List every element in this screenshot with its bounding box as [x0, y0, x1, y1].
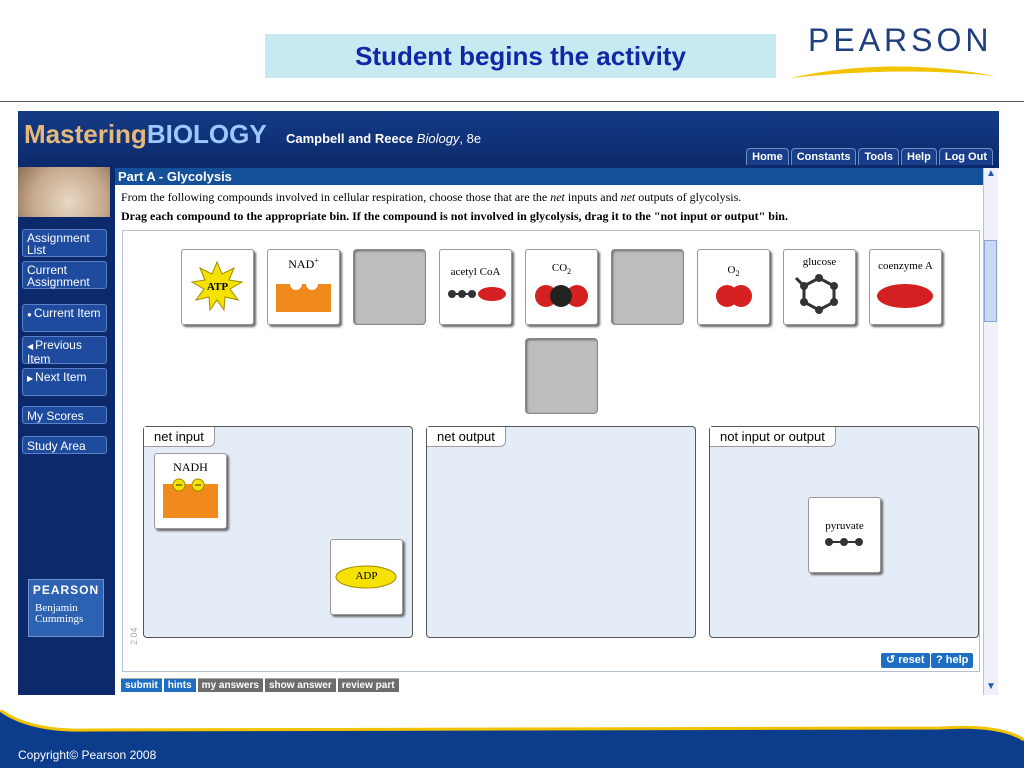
- acetyl-coa-molecule-icon: [440, 250, 511, 324]
- card-atp[interactable]: [181, 249, 254, 325]
- co2-subscript: 2: [567, 267, 572, 277]
- sidebar: [18, 217, 110, 695]
- sidebar-item-current-item[interactable]: [22, 304, 107, 332]
- content-scrollbar[interactable]: [983, 168, 998, 695]
- bin-net-input[interactable]: [143, 426, 413, 638]
- card-coenzyme-a-label: coenzyme A: [878, 260, 933, 272]
- sidebar-item-label: Next Item: [35, 370, 87, 384]
- card-nad-plus[interactable]: [267, 249, 340, 325]
- card-pyruvate[interactable]: [808, 497, 881, 573]
- brand-mastering: Mastering: [24, 119, 147, 149]
- instruction-em-2: net: [620, 190, 636, 204]
- instruction-post: outputs of glycolysis.: [635, 190, 742, 204]
- top-nav: [746, 148, 993, 165]
- sidebar-item-next-item[interactable]: [22, 368, 107, 396]
- scroll-thumb[interactable]: [984, 240, 997, 322]
- pearson-logo-text: PEARSON: [808, 22, 993, 58]
- instruction-text: [121, 190, 741, 205]
- badge-imprint-1: Benjamin: [35, 602, 78, 614]
- pearson-logo: [790, 18, 1000, 84]
- sidebar-item-label: Previous Item: [27, 338, 82, 366]
- nav-help[interactable]: Help: [901, 148, 937, 165]
- book-title: [286, 131, 481, 146]
- card-o2-label: [698, 264, 769, 278]
- content-area: [115, 168, 999, 695]
- bin-net-output[interactable]: [426, 426, 696, 638]
- co2-text: CO: [551, 262, 568, 274]
- card-glucose-label: glucose: [802, 256, 837, 268]
- card-pyruvate-label: pyruvate: [825, 520, 864, 532]
- app-header: [18, 111, 999, 167]
- card-atp-label: ATP: [206, 281, 229, 293]
- card-glucose[interactable]: [783, 249, 856, 325]
- reset-button[interactable]: [881, 653, 930, 668]
- bin-not-input-or-output[interactable]: [709, 426, 979, 638]
- help-icon: ?: [936, 654, 946, 666]
- slide-title: Student begins the activity: [265, 34, 776, 78]
- badge-publisher: PEARSON: [32, 583, 100, 597]
- answer-toolbar: [121, 678, 399, 692]
- sidebar-item-label: Assignment List: [27, 231, 90, 257]
- card-adp[interactable]: [330, 539, 403, 615]
- card-nadh-label: NADH: [173, 460, 208, 474]
- sidebar-item-my-scores[interactable]: [22, 406, 107, 424]
- mastering-biology-window: [18, 111, 999, 695]
- empty-slot[interactable]: [611, 249, 684, 325]
- my-answers-button[interactable]: my answers: [198, 678, 263, 692]
- empty-slot[interactable]: [525, 338, 598, 414]
- instruction-em-1: net: [550, 190, 565, 204]
- sidebar-item-study-area[interactable]: [22, 436, 107, 454]
- sidebar-item-label: My Scores: [27, 409, 84, 423]
- right-arrow-icon: ▶: [27, 374, 34, 383]
- o2-text: O: [727, 264, 736, 276]
- hints-button[interactable]: hints: [164, 678, 196, 692]
- nav-tools[interactable]: Tools: [858, 148, 899, 165]
- o2-molecule-icon: [698, 250, 769, 324]
- header-divider: [0, 101, 1024, 102]
- book-name: Biology: [416, 131, 460, 146]
- instruction-mid: inputs and: [564, 190, 621, 204]
- drag-drop-activity: [122, 230, 980, 672]
- help-label: help: [945, 654, 969, 666]
- submit-button[interactable]: submit: [121, 678, 162, 692]
- show-answer-button[interactable]: show answer: [265, 678, 336, 692]
- card-o2[interactable]: [697, 249, 770, 325]
- sidebar-item-label: Study Area: [27, 439, 86, 453]
- sidebar-item-label: Current Assignment: [27, 263, 90, 289]
- sidebar-item-assignment-list[interactable]: [22, 229, 107, 257]
- empty-slot[interactable]: [353, 249, 426, 325]
- nav-constants[interactable]: Constants: [791, 148, 857, 165]
- reset-label: reset: [898, 654, 925, 666]
- reset-icon: ↺: [886, 654, 899, 666]
- copyright-text: Copyright© Pearson 2008: [18, 748, 157, 762]
- nav-log-out[interactable]: Log Out: [939, 148, 993, 165]
- scroll-up-icon[interactable]: ▲: [986, 168, 996, 179]
- sidebar-hand-photo: [18, 167, 110, 217]
- book-authors: Campbell and Reece: [286, 131, 417, 146]
- nad-superscript: +: [314, 256, 319, 265]
- drag-instruction: Drag each compound to the appropriate bin. If the compound is not involved in glycolysis, drag it to the "not input or output" bin.: [121, 209, 788, 223]
- help-button[interactable]: [931, 653, 973, 668]
- o2-subscript: 2: [735, 269, 740, 279]
- pyruvate-molecule-icon: [809, 498, 880, 572]
- bin-net-output-label: net output: [427, 427, 506, 447]
- card-nad-label: [268, 256, 339, 272]
- sidebar-item-label: Current Item: [33, 306, 101, 320]
- version-number: 2.04: [129, 627, 139, 645]
- bin-net-input-label: net input: [144, 427, 215, 447]
- card-adp-label: ADP: [355, 570, 378, 582]
- card-coenzyme-a[interactable]: [869, 249, 942, 325]
- sidebar-item-previous-item[interactable]: [22, 336, 107, 364]
- scroll-down-icon[interactable]: ▼: [986, 681, 996, 692]
- brand-biology: BIOLOGY: [146, 119, 267, 149]
- pearson-benjamin-cummings-logo: [28, 579, 104, 637]
- bullet-icon: ●: [27, 310, 32, 319]
- pearson-swoosh-icon: [790, 18, 1000, 84]
- nav-home[interactable]: Home: [746, 148, 789, 165]
- nad-text: NAD: [288, 257, 315, 271]
- mastering-biology-logo: [24, 119, 267, 150]
- card-acetyl-coa[interactable]: [439, 249, 512, 325]
- instruction-pre: From the following compounds involved in cellular respiration, choose those that are the: [121, 190, 551, 204]
- card-nadh[interactable]: [154, 453, 227, 529]
- left-arrow-icon: ◀: [27, 342, 34, 351]
- part-title: Part A - Glycolysis: [115, 168, 983, 185]
- badge-imprint-2: Cummings: [35, 613, 84, 625]
- card-co2[interactable]: [525, 249, 598, 325]
- review-part-button[interactable]: review part: [338, 678, 399, 692]
- book-edition: , 8e: [459, 131, 482, 146]
- card-co2-label: [526, 262, 597, 276]
- card-acetyl-coa-label: acetyl CoA: [450, 266, 501, 278]
- sidebar-item-current-assignment[interactable]: [22, 261, 107, 289]
- bin-not-input-or-output-label: not input or output: [710, 427, 836, 447]
